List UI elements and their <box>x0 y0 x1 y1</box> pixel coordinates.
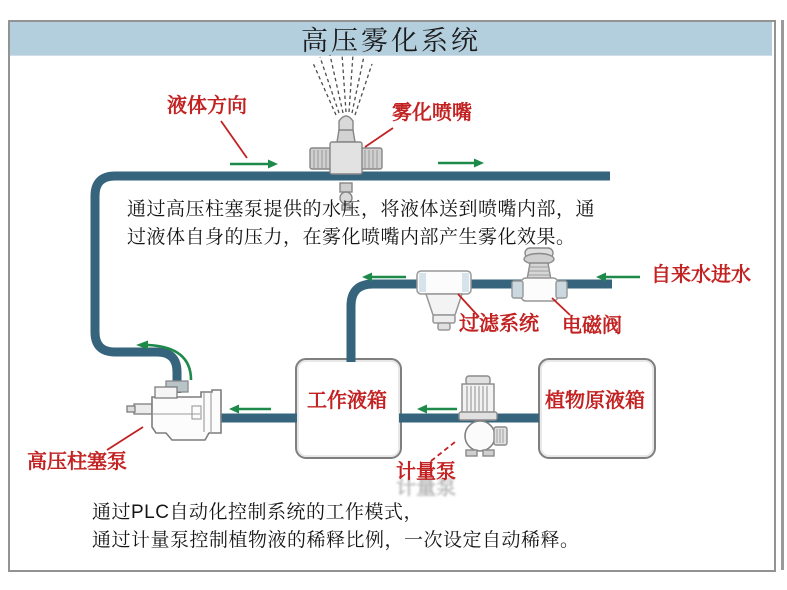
flow-arrow-pump-feed <box>229 405 271 414</box>
solenoid-valve-icon <box>512 248 567 301</box>
lower-description <box>92 499 580 555</box>
label-tap-water-inlet: 自来水进水 <box>651 264 751 286</box>
label-solenoid-valve: 电磁阀 <box>562 315 622 337</box>
spray-mist-icon <box>313 54 372 115</box>
plunger-pump-icon <box>127 381 221 440</box>
slide-title: 高压雾化系统 <box>301 26 481 56</box>
upper-description-line2: 过液体自身的压力，在雾化喷嘴内部产生雾化效果。 <box>127 227 576 248</box>
label-liquid-direction: 液体方向 <box>167 95 247 117</box>
leader-atomizing-nozzle <box>365 128 393 147</box>
lower-description-line2: 通过计量泵控制植物液的稀释比例，一次设定自动稀释。 <box>92 530 580 551</box>
flow-arrow-pump-outlet-curve <box>136 341 191 381</box>
label-plant-stock-tank: 植物原液箱 <box>545 390 645 412</box>
leader-liquid-direction <box>221 121 247 158</box>
label-metering-pump: 计量泵 <box>396 461 456 483</box>
label-plunger-pump: 高压柱塞泵 <box>27 451 127 473</box>
label-filter-system: 过滤系统 <box>459 313 539 335</box>
leader-solenoid-valve <box>552 298 570 315</box>
flow-arrow-top-right <box>438 159 484 168</box>
leader-plunger-pump <box>107 427 143 450</box>
label-working-tank: 工作液箱 <box>307 390 387 412</box>
flow-arrow-transfer <box>417 405 457 414</box>
flow-arrow-top-left <box>230 160 278 169</box>
leader-metering-pump <box>431 442 455 461</box>
label-atomizing-nozzle: 雾化喷嘴 <box>392 102 472 124</box>
upper-description-line1: 通过高压柱塞泵提供的水压，将液体送到喷嘴内部，通 <box>127 199 596 220</box>
upper-description <box>127 196 595 252</box>
lower-description-line1: 通过PLC自动化控制系统的工作模式， <box>92 502 423 523</box>
